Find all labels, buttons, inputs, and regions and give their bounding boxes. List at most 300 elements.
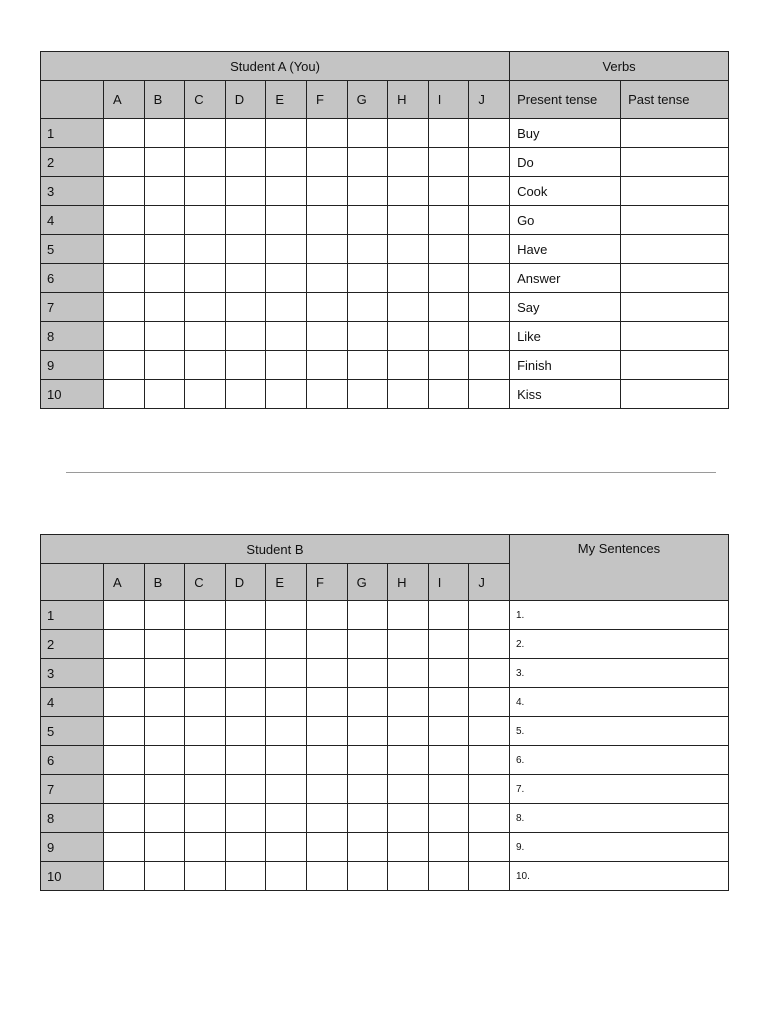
answer-cell[interactable] — [266, 688, 307, 717]
section-divider — [66, 472, 716, 473]
row-header: 4 — [41, 688, 104, 717]
answer-cell[interactable] — [428, 351, 469, 380]
sentence-cell[interactable]: 7. — [509, 775, 728, 804]
answer-cell[interactable] — [469, 630, 510, 659]
answer-cell[interactable] — [185, 688, 226, 717]
answer-cell[interactable] — [185, 833, 226, 862]
table-row — [41, 717, 729, 746]
column-header: J — [469, 81, 510, 119]
answer-cell[interactable] — [144, 862, 185, 891]
answer-cell[interactable] — [144, 380, 185, 409]
answer-cell[interactable] — [266, 293, 307, 322]
column-header: E — [266, 564, 307, 601]
row-header: 1 — [41, 119, 104, 148]
column-header: E — [266, 81, 307, 119]
sentence-cell[interactable]: 9. — [509, 833, 728, 862]
table-row — [41, 177, 729, 206]
answer-cell[interactable] — [306, 717, 347, 746]
answer-cell[interactable] — [144, 351, 185, 380]
answer-cell[interactable] — [185, 630, 226, 659]
past-tense-cell[interactable] — [621, 322, 729, 351]
answer-cell[interactable] — [347, 833, 388, 862]
table-row — [41, 148, 729, 177]
answer-cell[interactable] — [388, 177, 429, 206]
past-tense-cell[interactable] — [621, 380, 729, 409]
answer-cell[interactable] — [306, 804, 347, 833]
column-header: A — [104, 564, 145, 601]
answer-cell[interactable] — [144, 775, 185, 804]
table-row — [41, 775, 729, 804]
answer-cell[interactable] — [306, 746, 347, 775]
answer-cell[interactable] — [144, 804, 185, 833]
table-row — [41, 380, 729, 409]
answer-cell[interactable] — [388, 206, 429, 235]
table-row — [41, 659, 729, 688]
answer-cell[interactable] — [225, 119, 266, 148]
answer-cell[interactable] — [266, 235, 307, 264]
row-header: 8 — [41, 322, 104, 351]
answer-cell[interactable] — [225, 630, 266, 659]
answer-cell[interactable] — [144, 630, 185, 659]
table-row — [41, 351, 729, 380]
answer-cell[interactable] — [469, 862, 510, 891]
answer-cell[interactable] — [469, 177, 510, 206]
answer-cell[interactable] — [185, 148, 226, 177]
answer-cell[interactable] — [347, 119, 388, 148]
answer-cell[interactable] — [469, 380, 510, 409]
answer-cell[interactable] — [185, 601, 226, 630]
answer-cell[interactable] — [388, 862, 429, 891]
present-tense-cell: Say — [510, 293, 621, 322]
answer-cell[interactable] — [469, 775, 510, 804]
answer-cell[interactable] — [104, 177, 145, 206]
corner-cell — [41, 81, 104, 119]
present-tense-cell: Answer — [510, 264, 621, 293]
answer-cell[interactable] — [185, 380, 226, 409]
answer-cell[interactable] — [347, 775, 388, 804]
answer-cell[interactable] — [266, 862, 307, 891]
answer-cell[interactable] — [469, 119, 510, 148]
answer-cell[interactable] — [306, 235, 347, 264]
answer-cell[interactable] — [266, 380, 307, 409]
answer-cell[interactable] — [104, 206, 145, 235]
answer-cell[interactable] — [306, 630, 347, 659]
answer-cell[interactable] — [469, 351, 510, 380]
answer-cell[interactable] — [428, 659, 469, 688]
answer-cell[interactable] — [428, 746, 469, 775]
column-header: D — [225, 564, 266, 601]
answer-cell[interactable] — [388, 833, 429, 862]
column-header: I — [428, 564, 469, 601]
answer-cell[interactable] — [144, 659, 185, 688]
answer-cell[interactable] — [388, 322, 429, 351]
answer-cell[interactable] — [347, 630, 388, 659]
answer-cell[interactable] — [388, 264, 429, 293]
present-tense-cell: Cook — [510, 177, 621, 206]
column-header: B — [144, 564, 185, 601]
answer-cell[interactable] — [225, 688, 266, 717]
answer-cell[interactable] — [469, 833, 510, 862]
sentence-cell[interactable]: 2. — [509, 630, 728, 659]
student-a-table — [40, 51, 729, 409]
answer-cell[interactable] — [428, 717, 469, 746]
answer-cell[interactable] — [144, 688, 185, 717]
row-header: 9 — [41, 351, 104, 380]
answer-cell[interactable] — [144, 601, 185, 630]
table-row — [41, 264, 729, 293]
present-tense-cell: Buy — [510, 119, 621, 148]
answer-cell[interactable] — [266, 804, 307, 833]
answer-cell[interactable] — [347, 659, 388, 688]
answer-cell[interactable] — [104, 601, 145, 630]
answer-cell[interactable] — [104, 148, 145, 177]
answer-cell[interactable] — [428, 775, 469, 804]
answer-cell[interactable] — [225, 322, 266, 351]
answer-cell[interactable] — [428, 601, 469, 630]
answer-cell[interactable] — [104, 746, 145, 775]
answer-cell[interactable] — [306, 659, 347, 688]
answer-cell[interactable] — [185, 746, 226, 775]
sentence-cell[interactable]: 10. — [509, 862, 728, 891]
answer-cell[interactable] — [428, 235, 469, 264]
answer-cell[interactable] — [144, 177, 185, 206]
answer-cell[interactable] — [144, 206, 185, 235]
answer-cell[interactable] — [266, 601, 307, 630]
corner-cell — [41, 564, 104, 601]
answer-cell[interactable] — [104, 659, 145, 688]
answer-cell[interactable] — [388, 688, 429, 717]
answer-cell[interactable] — [428, 630, 469, 659]
answer-cell[interactable] — [266, 322, 307, 351]
answer-cell[interactable] — [388, 148, 429, 177]
answer-cell[interactable] — [347, 206, 388, 235]
answer-cell[interactable] — [469, 206, 510, 235]
column-header: A — [104, 81, 145, 119]
answer-cell[interactable] — [388, 717, 429, 746]
sentence-cell[interactable]: 5. — [509, 717, 728, 746]
answer-cell[interactable] — [185, 862, 226, 891]
answer-cell[interactable] — [428, 380, 469, 409]
past-tense-cell[interactable] — [621, 293, 729, 322]
answer-cell[interactable] — [469, 659, 510, 688]
answer-cell[interactable] — [428, 804, 469, 833]
past-tense-cell[interactable] — [621, 264, 729, 293]
answer-cell[interactable] — [469, 601, 510, 630]
answer-cell[interactable] — [347, 351, 388, 380]
answer-cell[interactable] — [428, 862, 469, 891]
answer-cell[interactable] — [185, 717, 226, 746]
answer-cell[interactable] — [225, 804, 266, 833]
student-a-title: Student A (You) — [41, 52, 510, 81]
answer-cell[interactable] — [104, 688, 145, 717]
row-header: 2 — [41, 148, 104, 177]
row-header: 2 — [41, 630, 104, 659]
answer-cell[interactable] — [306, 862, 347, 891]
answer-cell[interactable] — [266, 659, 307, 688]
answer-cell[interactable] — [347, 862, 388, 891]
answer-cell[interactable] — [347, 804, 388, 833]
answer-cell[interactable] — [428, 177, 469, 206]
answer-cell[interactable] — [104, 264, 145, 293]
answer-cell[interactable] — [388, 351, 429, 380]
answer-cell[interactable] — [428, 688, 469, 717]
answer-cell[interactable] — [306, 351, 347, 380]
answer-cell[interactable] — [185, 235, 226, 264]
answer-cell[interactable] — [306, 688, 347, 717]
row-header: 9 — [41, 833, 104, 862]
my-sentences-title: My Sentences — [509, 535, 728, 601]
answer-cell[interactable] — [185, 659, 226, 688]
present-tense-cell: Go — [510, 206, 621, 235]
answer-cell[interactable] — [469, 688, 510, 717]
table-row — [41, 746, 729, 775]
answer-cell[interactable] — [266, 630, 307, 659]
answer-cell[interactable] — [306, 380, 347, 409]
sentence-cell[interactable]: 4. — [509, 688, 728, 717]
answer-cell[interactable] — [144, 148, 185, 177]
answer-cell[interactable] — [388, 601, 429, 630]
row-header: 10 — [41, 862, 104, 891]
column-header: B — [144, 81, 185, 119]
answer-cell[interactable] — [388, 804, 429, 833]
answer-cell[interactable] — [144, 833, 185, 862]
answer-cell[interactable] — [347, 601, 388, 630]
answer-cell[interactable] — [306, 206, 347, 235]
answer-cell[interactable] — [469, 322, 510, 351]
column-header: H — [388, 81, 429, 119]
column-header: F — [306, 81, 347, 119]
answer-cell[interactable] — [225, 264, 266, 293]
answer-cell[interactable] — [225, 293, 266, 322]
answer-cell[interactable] — [104, 833, 145, 862]
answer-cell[interactable] — [428, 293, 469, 322]
column-header: G — [347, 81, 388, 119]
present-tense-cell: Kiss — [510, 380, 621, 409]
answer-cell[interactable] — [185, 322, 226, 351]
table-row — [41, 833, 729, 862]
answer-cell[interactable] — [104, 351, 145, 380]
answer-cell[interactable] — [266, 833, 307, 862]
answer-cell[interactable] — [388, 380, 429, 409]
answer-cell[interactable] — [185, 293, 226, 322]
row-header: 3 — [41, 659, 104, 688]
column-header: H — [388, 564, 429, 601]
answer-cell[interactable] — [469, 264, 510, 293]
answer-cell[interactable] — [104, 235, 145, 264]
answer-cell[interactable] — [428, 264, 469, 293]
answer-cell[interactable] — [225, 833, 266, 862]
answer-cell[interactable] — [185, 775, 226, 804]
answer-cell[interactable] — [104, 804, 145, 833]
answer-cell[interactable] — [388, 659, 429, 688]
past-tense-cell[interactable] — [621, 148, 729, 177]
answer-cell[interactable] — [225, 206, 266, 235]
present-tense-cell: Have — [510, 235, 621, 264]
answer-cell[interactable] — [266, 119, 307, 148]
answer-cell[interactable] — [306, 775, 347, 804]
student-b-title: Student B — [41, 535, 510, 564]
answer-cell[interactable] — [347, 177, 388, 206]
answer-cell[interactable] — [469, 804, 510, 833]
answer-cell[interactable] — [469, 148, 510, 177]
answer-cell[interactable] — [104, 862, 145, 891]
answer-cell[interactable] — [225, 717, 266, 746]
column-header: C — [185, 564, 226, 601]
answer-cell[interactable] — [388, 119, 429, 148]
sentence-cell[interactable]: 6. — [509, 746, 728, 775]
answer-cell[interactable] — [388, 775, 429, 804]
past-tense-cell[interactable] — [621, 351, 729, 380]
answer-cell[interactable] — [347, 322, 388, 351]
answer-cell[interactable] — [104, 775, 145, 804]
column-header: G — [347, 564, 388, 601]
answer-cell[interactable] — [388, 293, 429, 322]
table-row — [41, 206, 729, 235]
answer-cell[interactable] — [388, 630, 429, 659]
answer-cell[interactable] — [144, 717, 185, 746]
answer-cell[interactable] — [144, 322, 185, 351]
column-header: D — [225, 81, 266, 119]
answer-cell[interactable] — [144, 264, 185, 293]
answer-cell[interactable] — [306, 148, 347, 177]
verbs-title: Verbs — [510, 52, 729, 81]
answer-cell[interactable] — [306, 119, 347, 148]
answer-cell[interactable] — [185, 206, 226, 235]
answer-cell[interactable] — [185, 351, 226, 380]
sentence-cell[interactable]: 1. — [509, 601, 728, 630]
answer-cell[interactable] — [225, 862, 266, 891]
answer-cell[interactable] — [347, 235, 388, 264]
answer-cell[interactable] — [347, 380, 388, 409]
past-tense-cell[interactable] — [621, 119, 729, 148]
student-b-table — [40, 534, 729, 891]
answer-cell[interactable] — [388, 746, 429, 775]
answer-cell[interactable] — [144, 235, 185, 264]
answer-cell[interactable] — [266, 775, 307, 804]
answer-cell[interactable] — [428, 148, 469, 177]
answer-cell[interactable] — [225, 659, 266, 688]
past-tense-cell[interactable] — [621, 177, 729, 206]
answer-cell[interactable] — [306, 833, 347, 862]
answer-cell[interactable] — [104, 380, 145, 409]
table-row — [41, 293, 729, 322]
answer-cell[interactable] — [266, 264, 307, 293]
answer-cell[interactable] — [225, 148, 266, 177]
column-header: J — [469, 564, 510, 601]
row-header: 3 — [41, 177, 104, 206]
answer-cell[interactable] — [388, 235, 429, 264]
answer-cell[interactable] — [185, 804, 226, 833]
answer-cell[interactable] — [225, 601, 266, 630]
row-header: 6 — [41, 264, 104, 293]
column-header: I — [428, 81, 469, 119]
answer-cell[interactable] — [266, 351, 307, 380]
answer-cell[interactable] — [104, 322, 145, 351]
answer-cell[interactable] — [266, 206, 307, 235]
sentence-cell[interactable]: 8. — [509, 804, 728, 833]
answer-cell[interactable] — [306, 264, 347, 293]
present-tense-cell: Like — [510, 322, 621, 351]
past-tense-cell[interactable] — [621, 235, 729, 264]
answer-cell[interactable] — [266, 746, 307, 775]
answer-cell[interactable] — [104, 293, 145, 322]
row-header: 7 — [41, 293, 104, 322]
answer-cell[interactable] — [306, 322, 347, 351]
answer-cell[interactable] — [104, 717, 145, 746]
answer-cell[interactable] — [225, 177, 266, 206]
answer-cell[interactable] — [347, 264, 388, 293]
table-row — [41, 235, 729, 264]
answer-cell[interactable] — [225, 775, 266, 804]
answer-cell[interactable] — [266, 717, 307, 746]
answer-cell[interactable] — [428, 322, 469, 351]
answer-cell[interactable] — [306, 177, 347, 206]
answer-cell[interactable] — [185, 177, 226, 206]
answer-cell[interactable] — [469, 746, 510, 775]
sentence-cell[interactable]: 3. — [509, 659, 728, 688]
table-row — [41, 688, 729, 717]
row-header: 5 — [41, 717, 104, 746]
answer-cell[interactable] — [225, 746, 266, 775]
answer-cell[interactable] — [144, 746, 185, 775]
answer-cell[interactable] — [266, 148, 307, 177]
answer-cell[interactable] — [428, 206, 469, 235]
answer-cell[interactable] — [104, 119, 145, 148]
row-header: 10 — [41, 380, 104, 409]
answer-cell[interactable] — [306, 293, 347, 322]
present-tense-cell: Do — [510, 148, 621, 177]
answer-cell[interactable] — [185, 264, 226, 293]
row-header: 8 — [41, 804, 104, 833]
answer-cell[interactable] — [428, 833, 469, 862]
answer-cell[interactable] — [225, 380, 266, 409]
answer-cell[interactable] — [225, 235, 266, 264]
answer-cell[interactable] — [347, 717, 388, 746]
table-row — [41, 601, 729, 630]
table-row — [41, 862, 729, 891]
answer-cell[interactable] — [144, 119, 185, 148]
present-tense-cell: Finish — [510, 351, 621, 380]
row-header: 6 — [41, 746, 104, 775]
answer-cell[interactable] — [225, 351, 266, 380]
answer-cell[interactable] — [469, 717, 510, 746]
row-header: 7 — [41, 775, 104, 804]
answer-cell[interactable] — [428, 119, 469, 148]
row-header: 1 — [41, 601, 104, 630]
answer-cell[interactable] — [104, 630, 145, 659]
answer-cell[interactable] — [469, 293, 510, 322]
answer-cell[interactable] — [144, 293, 185, 322]
table-row — [41, 630, 729, 659]
answer-cell[interactable] — [469, 235, 510, 264]
column-header: C — [185, 81, 226, 119]
column-header: F — [306, 564, 347, 601]
answer-cell[interactable] — [306, 601, 347, 630]
answer-cell[interactable] — [347, 148, 388, 177]
past-tense-cell[interactable] — [621, 206, 729, 235]
row-header: 5 — [41, 235, 104, 264]
answer-cell[interactable] — [266, 177, 307, 206]
past-tense-header: Past tense — [621, 81, 729, 119]
answer-cell[interactable] — [347, 688, 388, 717]
row-header: 4 — [41, 206, 104, 235]
table-row — [41, 804, 729, 833]
present-tense-header: Present tense — [510, 81, 621, 119]
answer-cell[interactable] — [185, 119, 226, 148]
answer-cell[interactable] — [347, 746, 388, 775]
table-row — [41, 322, 729, 351]
answer-cell[interactable] — [347, 293, 388, 322]
